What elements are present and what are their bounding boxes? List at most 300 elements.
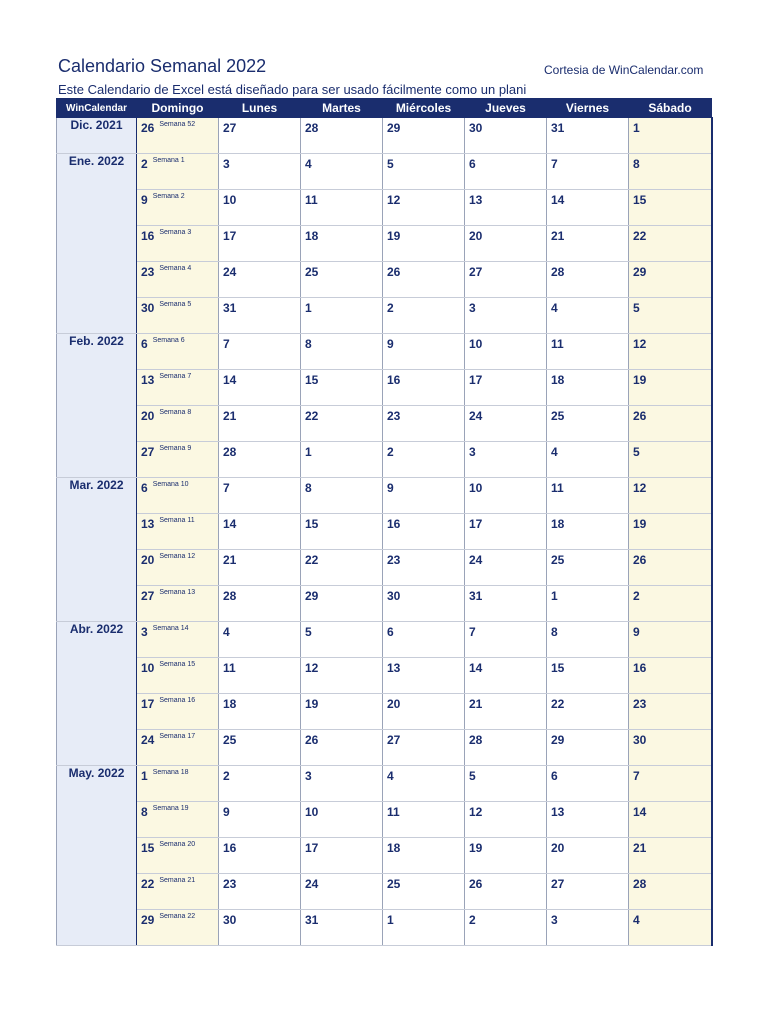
day-number: 12 <box>633 481 647 495</box>
day-cell[interactable] <box>547 766 629 802</box>
day-cell[interactable] <box>547 694 629 730</box>
day-content <box>629 406 711 423</box>
day-cell[interactable] <box>629 550 712 586</box>
day-content <box>383 226 464 243</box>
day-content <box>547 802 628 819</box>
day-cell[interactable] <box>301 370 383 406</box>
day-number: 3 <box>469 301 476 315</box>
calendar-body <box>57 118 712 946</box>
day-cell[interactable] <box>137 226 219 262</box>
day-cell[interactable] <box>383 190 465 226</box>
week-number: Semana 52 <box>159 121 196 128</box>
day-cell[interactable] <box>547 658 629 694</box>
day-cell[interactable] <box>383 298 465 334</box>
day-cell[interactable] <box>547 514 629 550</box>
day-number: 27 <box>141 589 155 603</box>
day-number: 8 <box>305 481 312 495</box>
day-cell[interactable] <box>383 262 465 298</box>
day-number: 2 <box>141 157 148 171</box>
day-cell[interactable] <box>301 658 383 694</box>
day-cell[interactable] <box>629 874 712 910</box>
day-content <box>547 550 628 567</box>
day-cell[interactable] <box>465 622 547 658</box>
day-cell[interactable] <box>137 370 219 406</box>
credit-link[interactable]: Cortesia de WinCalendar.com <box>544 63 704 77</box>
day-content <box>219 658 300 675</box>
day-cell[interactable] <box>547 262 629 298</box>
day-number: 6 <box>551 769 558 783</box>
day-cell[interactable] <box>137 622 219 658</box>
day-cell[interactable] <box>547 334 629 370</box>
day-content <box>219 730 300 747</box>
day-cell[interactable] <box>301 730 383 766</box>
day-number: 30 <box>633 733 647 747</box>
day-cell[interactable] <box>547 190 629 226</box>
day-content <box>547 586 628 603</box>
day-cell[interactable] <box>137 514 219 550</box>
day-number: 23 <box>141 265 155 279</box>
day-content <box>547 190 628 207</box>
day-content <box>301 298 382 315</box>
day-cell[interactable] <box>383 586 465 622</box>
day-cell[interactable] <box>547 910 629 946</box>
header-viernes: Viernes <box>547 99 629 118</box>
day-cell[interactable] <box>137 262 219 298</box>
day-content <box>383 910 464 927</box>
day-content <box>629 586 711 603</box>
day-cell[interactable] <box>301 802 383 838</box>
day-cell[interactable] <box>547 802 629 838</box>
day-cell[interactable] <box>465 550 547 586</box>
day-cell[interactable] <box>547 874 629 910</box>
day-cell[interactable] <box>219 694 301 730</box>
day-cell[interactable] <box>219 550 301 586</box>
day-number: 30 <box>387 589 401 603</box>
day-cell[interactable] <box>219 442 301 478</box>
week-row <box>57 406 712 442</box>
day-number: 2 <box>387 445 394 459</box>
day-content <box>629 550 711 567</box>
day-content <box>629 370 711 387</box>
day-cell[interactable] <box>137 730 219 766</box>
day-cell[interactable] <box>301 622 383 658</box>
day-cell[interactable] <box>383 766 465 802</box>
day-content <box>383 838 464 855</box>
day-cell[interactable] <box>137 910 219 946</box>
day-cell[interactable] <box>137 586 219 622</box>
day-cell[interactable] <box>629 694 712 730</box>
day-cell[interactable] <box>629 622 712 658</box>
day-content <box>219 478 300 495</box>
day-cell[interactable] <box>547 298 629 334</box>
day-cell[interactable] <box>219 658 301 694</box>
day-cell[interactable] <box>219 370 301 406</box>
week-row <box>57 694 712 730</box>
day-cell[interactable] <box>383 406 465 442</box>
day-cell[interactable] <box>301 766 383 802</box>
day-cell[interactable] <box>137 334 219 370</box>
day-cell[interactable] <box>465 442 547 478</box>
day-number: 1 <box>141 769 148 783</box>
day-cell[interactable] <box>301 478 383 514</box>
day-cell[interactable] <box>629 370 712 406</box>
day-cell[interactable] <box>301 874 383 910</box>
day-cell[interactable] <box>465 766 547 802</box>
day-cell[interactable] <box>137 478 219 514</box>
day-cell[interactable] <box>465 874 547 910</box>
week-row <box>57 298 712 334</box>
day-cell[interactable] <box>219 190 301 226</box>
day-cell[interactable] <box>137 550 219 586</box>
day-number: 4 <box>305 157 312 171</box>
day-cell[interactable] <box>219 622 301 658</box>
day-content <box>547 658 628 675</box>
day-cell[interactable] <box>383 658 465 694</box>
day-number: 12 <box>633 337 647 351</box>
day-cell[interactable] <box>465 406 547 442</box>
day-number: 24 <box>223 265 237 279</box>
day-content <box>219 802 300 819</box>
day-cell[interactable] <box>629 910 712 946</box>
day-number: 4 <box>551 301 558 315</box>
day-number: 1 <box>305 445 312 459</box>
day-content <box>137 874 218 891</box>
day-cell[interactable] <box>383 622 465 658</box>
day-number: 24 <box>469 553 483 567</box>
day-cell[interactable] <box>301 262 383 298</box>
day-content <box>547 118 628 135</box>
day-cell[interactable] <box>547 730 629 766</box>
day-number: 25 <box>305 265 319 279</box>
day-number: 30 <box>141 301 155 315</box>
day-cell[interactable] <box>219 226 301 262</box>
day-number: 22 <box>305 553 319 567</box>
day-number: 22 <box>305 409 319 423</box>
day-cell[interactable] <box>465 658 547 694</box>
day-cell[interactable] <box>219 802 301 838</box>
day-content <box>383 658 464 675</box>
day-cell[interactable] <box>301 550 383 586</box>
day-cell[interactable] <box>219 586 301 622</box>
day-number: 5 <box>633 445 640 459</box>
day-cell[interactable] <box>137 298 219 334</box>
day-cell[interactable] <box>629 298 712 334</box>
day-cell[interactable] <box>137 118 219 154</box>
day-content <box>629 514 711 531</box>
header-lunes: Lunes <box>219 99 301 118</box>
day-cell[interactable] <box>629 442 712 478</box>
day-cell[interactable] <box>383 694 465 730</box>
day-cell[interactable] <box>137 658 219 694</box>
day-content <box>219 442 300 459</box>
month-label: Feb. 2022 <box>57 334 137 478</box>
week-row <box>57 370 712 406</box>
day-number: 18 <box>387 841 401 855</box>
week-number: Semana 3 <box>159 229 192 236</box>
day-number: 19 <box>633 373 647 387</box>
day-content <box>547 478 628 495</box>
day-cell[interactable] <box>547 550 629 586</box>
day-cell[interactable] <box>547 442 629 478</box>
day-cell[interactable] <box>219 730 301 766</box>
day-number: 10 <box>469 481 483 495</box>
day-cell[interactable] <box>629 118 712 154</box>
day-cell[interactable] <box>547 154 629 190</box>
day-number: 31 <box>223 301 237 315</box>
day-number: 29 <box>387 121 401 135</box>
day-content <box>465 874 546 891</box>
day-cell[interactable] <box>465 910 547 946</box>
day-content <box>629 118 711 135</box>
day-number: 4 <box>223 625 230 639</box>
day-number: 15 <box>141 841 155 855</box>
day-content <box>629 766 711 783</box>
day-number: 7 <box>223 337 230 351</box>
day-cell[interactable] <box>219 874 301 910</box>
day-cell[interactable] <box>547 406 629 442</box>
day-content <box>383 262 464 279</box>
week-row <box>57 766 712 802</box>
day-cell[interactable] <box>629 730 712 766</box>
day-cell[interactable] <box>219 406 301 442</box>
day-cell[interactable] <box>301 190 383 226</box>
day-number: 4 <box>633 913 640 927</box>
day-number: 12 <box>305 661 319 675</box>
day-number: 29 <box>141 913 155 927</box>
week-number: Semana 14 <box>152 625 189 632</box>
day-number: 21 <box>223 409 237 423</box>
day-cell[interactable] <box>383 154 465 190</box>
day-cell[interactable] <box>629 766 712 802</box>
day-number: 6 <box>469 157 476 171</box>
day-content <box>383 190 464 207</box>
day-content <box>547 874 628 891</box>
day-cell[interactable] <box>219 118 301 154</box>
day-content <box>383 694 464 711</box>
day-number: 23 <box>387 409 401 423</box>
day-cell[interactable] <box>383 910 465 946</box>
day-cell[interactable] <box>219 478 301 514</box>
day-number: 10 <box>305 805 319 819</box>
day-content <box>547 910 628 927</box>
day-cell[interactable] <box>137 442 219 478</box>
day-cell[interactable] <box>629 658 712 694</box>
day-number: 2 <box>387 301 394 315</box>
day-cell[interactable] <box>465 370 547 406</box>
day-cell[interactable] <box>219 838 301 874</box>
day-cell[interactable] <box>137 838 219 874</box>
day-cell[interactable] <box>301 838 383 874</box>
day-cell[interactable] <box>547 226 629 262</box>
day-cell[interactable] <box>547 838 629 874</box>
day-number: 4 <box>387 769 394 783</box>
header-martes: Martes <box>301 99 383 118</box>
day-number: 14 <box>469 661 483 675</box>
day-cell[interactable] <box>301 586 383 622</box>
day-cell[interactable] <box>629 226 712 262</box>
day-content <box>383 118 464 135</box>
day-cell[interactable] <box>301 406 383 442</box>
week-row <box>57 190 712 226</box>
day-cell[interactable] <box>301 910 383 946</box>
day-number: 31 <box>469 589 483 603</box>
day-cell[interactable] <box>383 442 465 478</box>
day-cell[interactable] <box>465 334 547 370</box>
day-cell[interactable] <box>301 118 383 154</box>
day-number: 17 <box>141 697 155 711</box>
day-cell[interactable] <box>465 478 547 514</box>
day-cell[interactable] <box>465 586 547 622</box>
day-cell[interactable] <box>383 118 465 154</box>
day-cell[interactable] <box>301 298 383 334</box>
day-cell[interactable] <box>301 514 383 550</box>
day-content <box>301 370 382 387</box>
day-cell[interactable] <box>629 838 712 874</box>
day-number: 3 <box>551 913 558 927</box>
day-cell[interactable] <box>383 838 465 874</box>
day-number: 22 <box>633 229 647 243</box>
day-cell[interactable] <box>137 406 219 442</box>
day-cell[interactable] <box>219 262 301 298</box>
day-number: 5 <box>633 301 640 315</box>
day-number: 29 <box>551 733 565 747</box>
day-cell[interactable] <box>383 802 465 838</box>
day-content <box>383 622 464 639</box>
day-cell[interactable] <box>219 154 301 190</box>
day-content <box>547 622 628 639</box>
day-cell[interactable] <box>137 154 219 190</box>
day-cell[interactable] <box>465 838 547 874</box>
day-content <box>465 190 546 207</box>
day-cell[interactable] <box>137 190 219 226</box>
day-cell[interactable] <box>465 802 547 838</box>
day-cell[interactable] <box>465 298 547 334</box>
day-cell[interactable] <box>547 586 629 622</box>
day-number: 15 <box>305 517 319 531</box>
day-cell[interactable] <box>547 478 629 514</box>
day-content <box>219 622 300 639</box>
day-cell[interactable] <box>137 874 219 910</box>
day-cell[interactable] <box>629 586 712 622</box>
day-cell[interactable] <box>301 226 383 262</box>
day-content <box>301 874 382 891</box>
day-cell[interactable] <box>465 730 547 766</box>
day-cell[interactable] <box>465 226 547 262</box>
day-content <box>301 190 382 207</box>
day-cell[interactable] <box>383 730 465 766</box>
day-cell[interactable] <box>301 694 383 730</box>
day-cell[interactable] <box>383 550 465 586</box>
day-cell[interactable] <box>629 514 712 550</box>
day-content <box>465 370 546 387</box>
day-cell[interactable] <box>629 406 712 442</box>
day-number: 27 <box>469 265 483 279</box>
day-cell[interactable] <box>465 154 547 190</box>
day-cell[interactable] <box>301 154 383 190</box>
day-cell[interactable] <box>465 118 547 154</box>
day-content <box>301 766 382 783</box>
week-number: Semana 22 <box>159 913 196 920</box>
day-content <box>137 370 218 387</box>
day-cell[interactable] <box>137 802 219 838</box>
day-cell[interactable] <box>219 766 301 802</box>
day-number: 7 <box>469 625 476 639</box>
week-number: Semana 1 <box>152 157 185 164</box>
day-cell[interactable] <box>465 514 547 550</box>
day-number: 28 <box>305 121 319 135</box>
day-cell[interactable] <box>137 766 219 802</box>
day-cell[interactable] <box>629 154 712 190</box>
subtitle: Este Calendario de Excel está diseñado para ser usado fácilmente como un plani <box>58 82 527 97</box>
day-cell[interactable] <box>547 622 629 658</box>
day-cell[interactable] <box>219 910 301 946</box>
week-row <box>57 586 712 622</box>
day-number: 14 <box>223 373 237 387</box>
day-cell[interactable] <box>137 694 219 730</box>
day-content <box>301 910 382 927</box>
day-content <box>301 118 382 135</box>
day-content <box>629 262 711 279</box>
day-number: 29 <box>633 265 647 279</box>
day-cell[interactable] <box>465 190 547 226</box>
week-row <box>57 118 712 154</box>
week-row <box>57 478 712 514</box>
day-cell[interactable] <box>465 262 547 298</box>
day-cell[interactable] <box>219 298 301 334</box>
week-number: Semana 6 <box>152 337 185 344</box>
day-cell[interactable] <box>629 478 712 514</box>
day-content <box>465 802 546 819</box>
day-cell[interactable] <box>219 334 301 370</box>
day-cell[interactable] <box>547 370 629 406</box>
day-cell[interactable] <box>383 514 465 550</box>
day-cell[interactable] <box>383 334 465 370</box>
day-content <box>301 694 382 711</box>
day-number: 24 <box>469 409 483 423</box>
day-content <box>219 766 300 783</box>
day-cell[interactable] <box>547 118 629 154</box>
day-number: 15 <box>551 661 565 675</box>
day-cell[interactable] <box>383 370 465 406</box>
day-cell[interactable] <box>629 802 712 838</box>
day-content <box>465 658 546 675</box>
day-cell[interactable] <box>301 334 383 370</box>
day-cell[interactable] <box>219 514 301 550</box>
day-cell[interactable] <box>383 874 465 910</box>
day-content <box>629 190 711 207</box>
day-number: 25 <box>551 553 565 567</box>
day-cell[interactable] <box>629 334 712 370</box>
day-content <box>383 802 464 819</box>
day-cell[interactable] <box>629 262 712 298</box>
day-content <box>301 442 382 459</box>
day-content <box>301 550 382 567</box>
day-cell[interactable] <box>383 478 465 514</box>
day-content <box>219 550 300 567</box>
day-number: 17 <box>469 517 483 531</box>
day-cell[interactable] <box>629 190 712 226</box>
day-content <box>383 370 464 387</box>
day-content <box>547 694 628 711</box>
day-number: 26 <box>305 733 319 747</box>
day-number: 26 <box>633 553 647 567</box>
day-number: 5 <box>469 769 476 783</box>
day-cell[interactable] <box>465 694 547 730</box>
day-cell[interactable] <box>301 442 383 478</box>
day-number: 26 <box>141 121 155 135</box>
day-number: 21 <box>633 841 647 855</box>
day-cell[interactable] <box>383 226 465 262</box>
